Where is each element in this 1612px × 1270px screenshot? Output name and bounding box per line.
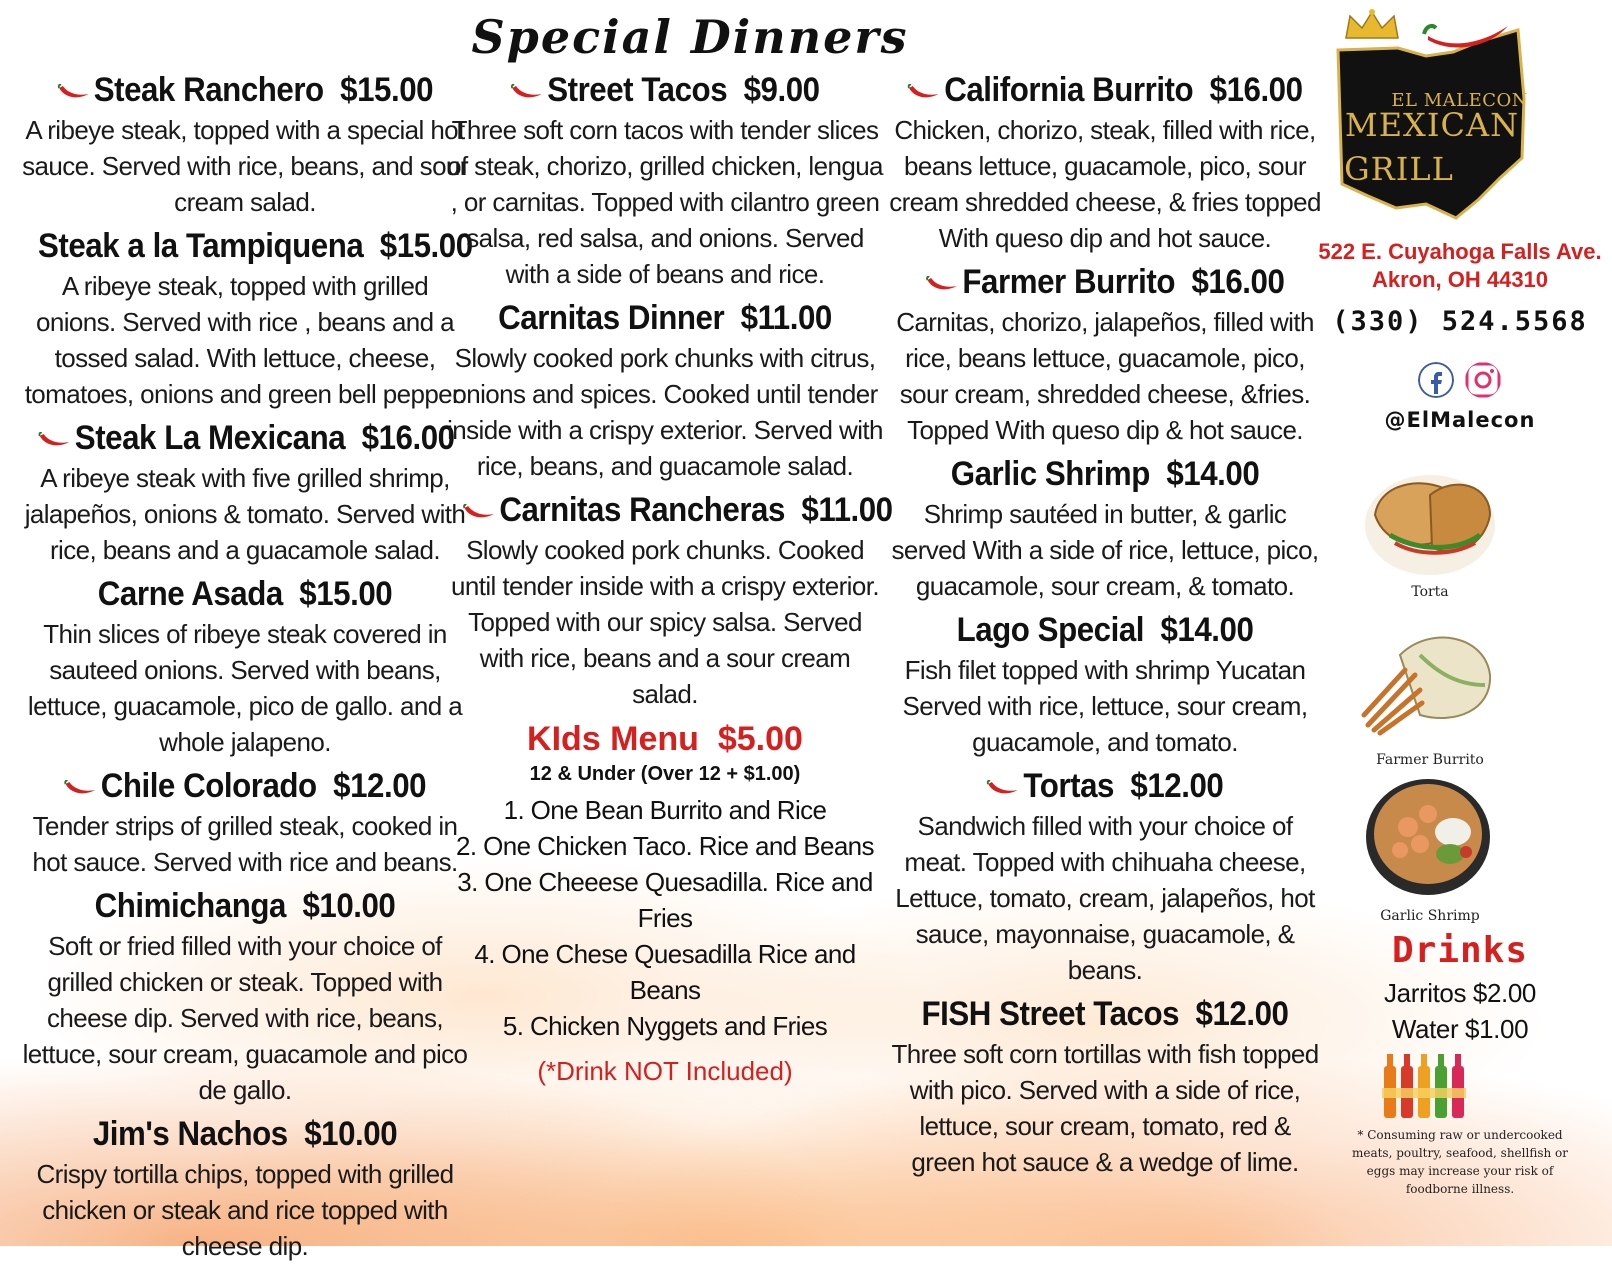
- menu-item-header: [903, 262, 1308, 302]
- menu-item: [445, 298, 885, 484]
- menu-item-description: A ribeye steak, topped with a special hot sauce. Served with rice, beans, and sour cream salad.: [22, 115, 468, 217]
- menu-item-price: $16.00: [361, 419, 455, 457]
- drinks-title: Drinks: [1391, 930, 1529, 971]
- menu-item-header: [38, 70, 452, 110]
- restaurant-address: [1310, 238, 1610, 294]
- menu-item-price: $12.00: [1130, 767, 1224, 805]
- menu-item-header: [903, 70, 1308, 110]
- menu-item: [20, 418, 470, 568]
- menu-item-description: Fish filet topped with shrimp Yucatan Served with rice, lettuce, sour cream, guacamole, and tomato.: [902, 655, 1308, 757]
- menu-item-description: Crispy tortilla chips, topped with grilled chicken or steak and rice topped with cheese dip.: [36, 1159, 454, 1261]
- torta-caption: Torta: [1411, 584, 1449, 600]
- menu-item-header: [38, 766, 452, 806]
- social-handle: @ElMalecon: [1384, 408, 1536, 432]
- menu-item-header: [38, 418, 455, 458]
- menu-item-name: Steak La Mexicana: [74, 419, 346, 457]
- menu-item-name: Chimichanga: [94, 887, 286, 925]
- address-line-1: 522 E. Cuyahoga Falls Ave.: [1318, 239, 1602, 264]
- logo-text-line1: EL MALECON: [1391, 90, 1528, 111]
- menu-column-1: [20, 70, 473, 1270]
- menu-item-price: $9.00: [743, 71, 820, 109]
- menu-item: [445, 490, 893, 712]
- menu-item: [20, 766, 470, 880]
- menu-item-description: Carnitas, chorizo, jalapeños, filled with rice, beans lettuce, guacamole, pico, sour cream, shredded cheese, &fries. Topped With queso dip & hot sauce.: [896, 307, 1314, 445]
- farmer-burrito-caption: Farmer Burrito: [1376, 752, 1484, 768]
- logo-text-line2: MEXICAN: [1344, 106, 1520, 144]
- kids-menu-item: 4. One Chese Quesadilla Rice and Beans: [474, 939, 856, 1005]
- menu-item-header: [38, 1114, 452, 1154]
- page-title: Special Dinners: [471, 10, 909, 64]
- menu-item-header: [38, 574, 452, 614]
- kids-menu-list: [445, 792, 885, 1044]
- menu-item: [885, 454, 1325, 604]
- kids-menu-subtitle: 12 & Under (Over 12 + $1.00): [529, 763, 801, 785]
- menu-item-name: Steak a la Tampiquena: [38, 227, 364, 265]
- menu-item-header: [903, 610, 1308, 650]
- kids-menu-item: 2. One Chicken Taco. Rice and Beans: [456, 831, 874, 861]
- menu-column-3: [885, 70, 1325, 1186]
- torta-photo-icon: [1360, 455, 1500, 585]
- chili-pepper-icon: [926, 276, 959, 292]
- chili-pepper-icon: [510, 84, 543, 100]
- menu-item-name: Street Tacos: [547, 71, 728, 109]
- menu-item-price: $10.00: [302, 887, 396, 925]
- menu-item-price: $14.00: [1166, 455, 1260, 493]
- kids-menu-item: 1. One Bean Burrito and Rice: [503, 795, 827, 825]
- menu-item: [20, 70, 470, 220]
- social-icons: [1418, 362, 1507, 402]
- instagram-icon[interactable]: [1465, 362, 1501, 398]
- menu-item-name: California Burrito: [944, 71, 1194, 109]
- logo-text-line3: GRILL: [1344, 150, 1454, 188]
- menu-item-description: Tender strips of grilled steak, cooked in hot sauce. Served with rice and beans.: [32, 811, 458, 877]
- kids-menu-note: (*Drink NOT Included): [537, 1056, 793, 1086]
- burrito-photo-icon: [1360, 615, 1500, 745]
- menu-item: [885, 766, 1325, 988]
- menu-item-header: [463, 70, 868, 110]
- chili-pepper-icon: [463, 504, 496, 520]
- menu-item-price: $15.00: [299, 575, 393, 613]
- garlic-shrimp-caption: Garlic Shrimp: [1380, 908, 1480, 924]
- menu-item: [885, 262, 1325, 448]
- kids-menu-price: $5.00: [717, 720, 803, 758]
- menu-item: [445, 70, 885, 292]
- kids-menu-title: [445, 718, 885, 760]
- menu-item-header: [903, 766, 1308, 806]
- menu-item-description: A ribeye steak with five grilled shrimp, jalapeños, onions & tomato. Served with rice, beans and a guacamole salad.: [24, 463, 466, 565]
- address-line-2: Akron, OH 44310: [1371, 267, 1549, 292]
- chili-pepper-icon: [987, 780, 1020, 796]
- menu-item-description: Slowly cooked pork chunks. Cooked until tender inside with a crispy exterior. Topped with our spicy salsa. Served with rice, beans and a sour cream salad.: [451, 535, 879, 709]
- menu-item-name: Carne Asada: [97, 575, 283, 613]
- menu-item-price: $11.00: [801, 491, 893, 529]
- kids-menu-item: 5. Chicken Nyggets and Fries: [502, 1011, 828, 1041]
- menu-item-name: Jim's Nachos: [92, 1115, 288, 1153]
- drink-jarritos: Jarritos $2.00: [1384, 978, 1536, 1008]
- menu-item-price: $15.00: [340, 71, 434, 109]
- soda-bottles-icon: [1380, 1052, 1470, 1120]
- menu-item: [885, 70, 1325, 256]
- menu-item-name: Carnitas Rancheras: [499, 491, 785, 529]
- menu-item-header: [463, 490, 893, 530]
- drink-water: Water $1.00: [1391, 1014, 1529, 1044]
- menu-item: [885, 610, 1325, 760]
- menu-item-description: Soft or fried filled with your choice of grilled chicken or steak. Topped with cheese dip. Served with rice, beans, lettuce, sour cream, guacamole and pico de gallo.: [22, 931, 468, 1105]
- menu-item-price: $16.00: [1209, 71, 1303, 109]
- menu-item-name: Tortas: [1023, 767, 1114, 805]
- menu-item-price: $15.00: [379, 227, 473, 265]
- menu-item-price: $11.00: [740, 299, 832, 337]
- menu-item-name: Farmer Burrito: [962, 263, 1175, 301]
- menu-item: [20, 226, 473, 412]
- menu-item-header: [903, 994, 1308, 1034]
- menu-item-description: Sandwich filled with your choice of meat. Topped with chihuaha cheese, Lettuce, tomato, cream, jalapeños, hot sauce, mayonnaise, guacamole, & beans.: [895, 811, 1315, 985]
- menu-item-header: [463, 298, 868, 338]
- menu-item-price: $16.00: [1191, 263, 1285, 301]
- menu-item-name: Steak Ranchero: [93, 71, 324, 109]
- menu-item-price: $14.00: [1160, 611, 1254, 649]
- menu-column-2: [445, 70, 893, 1090]
- menu-item-name: Chile Colorado: [100, 767, 317, 805]
- menu-item-price: $12.00: [333, 767, 427, 805]
- menu-item-description: Shrimp sautéed in butter, & garlic served With a side of rice, lettuce, pico, guacamole, sour cream, & tomato.: [891, 499, 1319, 601]
- kids-menu-name: KIds Menu: [527, 720, 699, 758]
- facebook-icon[interactable]: [1418, 362, 1454, 398]
- menu-item: [885, 994, 1325, 1180]
- menu-item-header: [38, 226, 473, 266]
- menu-item-name: Carnitas Dinner: [498, 299, 725, 337]
- menu-item: [20, 886, 470, 1108]
- chili-pepper-icon: [57, 84, 90, 100]
- menu-item-description: Thin slices of ribeye steak covered in sauteed onions. Served with beans, lettuce, guacamole, pico de gallo. and a whole jalapeno.: [27, 619, 463, 757]
- menu-item-description: Three soft corn tacos with tender slices of steak, chorizo, grilled chicken, lengua , or carnitas. Topped with cilantro green salsa, red salsa, and onions. Served with a side of beans and rice.: [447, 115, 883, 289]
- phone-number: (330) 524.5568: [1332, 306, 1588, 337]
- chili-pepper-icon: [907, 84, 940, 100]
- menu-item-description: A ribeye steak, topped with grilled onions. Served with rice , beans and a tossed salad. With lettuce, cheese, tomatoes, onions and green bell pepper.: [24, 271, 466, 409]
- menu-item-name: FISH Street Tacos: [921, 995, 1180, 1033]
- menu-item: [20, 574, 470, 760]
- chili-pepper-icon: [38, 432, 71, 448]
- menu-item-description: Three soft corn tortillas with fish topped with pico. Served with a side of rice, lettuce, sour cream, tomato, red & green hot sauce & a wedge of lime.: [891, 1039, 1319, 1177]
- menu-item: [20, 1114, 470, 1264]
- chili-pepper-icon: [64, 780, 97, 796]
- sidebar: [1310, 0, 1612, 1246]
- menu-column-2-items: [445, 70, 893, 712]
- menu-item-header: [38, 886, 452, 926]
- menu-item-description: Chicken, chorizo, steak, filled with rice, beans lettuce, guacamole, pico, sour cream shredded cheese, & fries topped With queso dip and hot sauce.: [889, 115, 1321, 253]
- menu-item-description: Slowly cooked pork chunks with citrus, onions and spices. Cooked until tender inside with a crispy exterior. Served with rice, beans, and guacamole salad.: [447, 343, 883, 481]
- menu-item-name: Lago Special: [956, 611, 1145, 649]
- shrimp-photo-icon: [1358, 772, 1498, 902]
- kids-menu-item: 3. One Cheeese Quesadilla. Rice and Fries: [457, 867, 873, 933]
- menu-item-price: $12.00: [1195, 995, 1289, 1033]
- menu-item-name: Garlic Shrimp: [950, 455, 1150, 493]
- menu-item-price: $10.00: [304, 1115, 398, 1153]
- menu-item-header: [903, 454, 1308, 494]
- food-safety-disclaimer: * Consuming raw or undercooked meats, poultry, seafood, shellfish or eggs may increase your risk of foodborne illness.: [1351, 1128, 1569, 1196]
